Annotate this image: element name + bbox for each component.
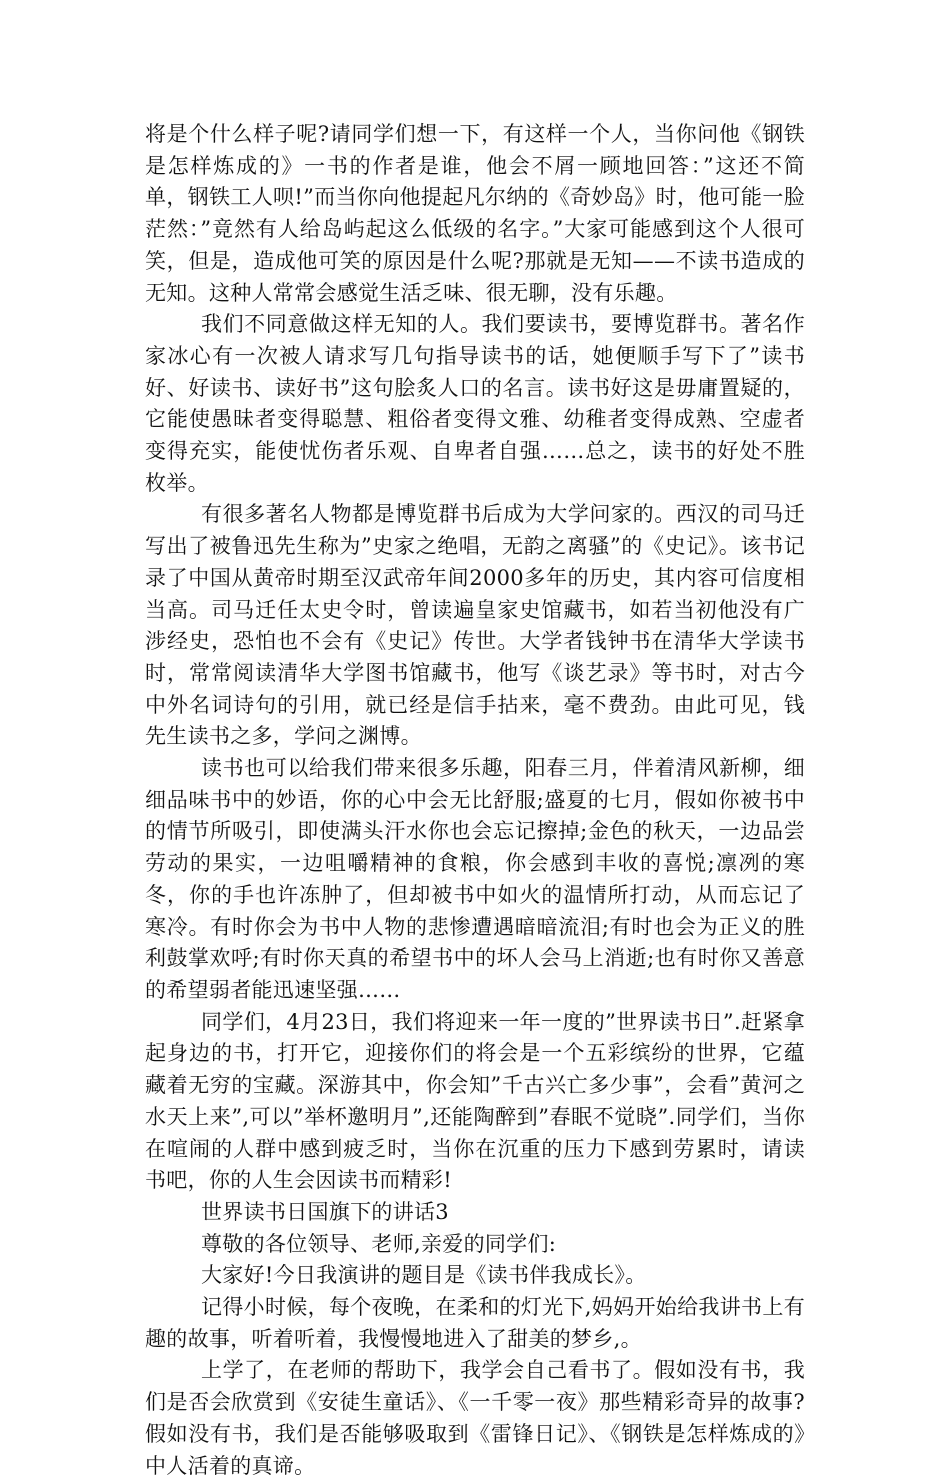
speech-topic: 大家好!今日我演讲的题目是《读书伴我成长》。 (201, 1263, 647, 1288)
paragraph-joy-of-reading: 读书也可以给我们带来很多乐趣，阳春三月，伴着清风新柳，细细品味书中的妙语，你的心中会无比舒服;盛夏的七月，假如你被书中的情节所吸引，即使满头汗水你也会忘记擦掉;金色的秋天，一边品尝劳动的果实，一边咀嚼精神的食粮，你会感到丰收的喜悦;凛冽的寒冬，你的手也许冻肿了，但却被书中如火的温情所打动，从而忘记了寒冷。有时你会为书中人物的悲惨遭遇暗暗流泪;有时也会为正义的胜利鼓掌欢呼;有时你天真的希望书中的坏人会马上消逝;也有时你又善意的希望弱者能迅速坚强…… (145, 756, 805, 1002)
paragraph-world-book-day: 同学们，4月23日，我们将迎来一年一度的”世界读书日”.赶紧拿起身边的书，打开它，迎接你们的将会是一个五彩缤纷的世界，它蕴藏着无穷的宝藏。深游其中，你会知”千古兴亡多少事”，会看”黄河之水天上来”,可以”举杯邀明月”,还能陶醉到”春眠不觉晓”.同学们，当你在喧闹的人群中感到疲乏时，当你在沉重的压力下感到劳累时，请读书吧，你的人生会因读书而精彩! (145, 1009, 805, 1193)
speech-title: 世界读书日国旗下的讲话3 (201, 1199, 449, 1224)
speech-salutation: 尊敬的各位领导、老师,亲爱的同学们: (201, 1231, 557, 1256)
paragraph-childhood: 记得小时候，每个夜晚，在柔和的灯光下,妈妈开始给我讲书上有趣的故事，听着听着，我慢慢地进入了甜美的梦乡,。 (145, 1295, 805, 1351)
paragraph-continued: 将是个什么样子呢?请同学们想一下，有这样一个人，当你问他《钢铁是怎样炼成的》一书的作者是谁，他会不屑一顾地回答：”这还不简单，钢铁工人呗!”而当你向他提起凡尔纳的《奇妙岛》时，他可能一脸茫然：”竟然有人给岛屿起这么低级的名字。”大家可能感到这个人很可笑，但是，造成他可笑的原因是什么呢?那就是无知——不读书造成的无知。这种人常常会感觉生活乏味、很无聊，没有乐趣。 (145, 122, 805, 305)
paragraph-famous-scholars: 有很多著名人物都是博览群书后成为大学问家的。西汉的司马迁写出了被鲁迅先生称为”史家之绝唱，无韵之离骚”的《史记》。该书记录了中国从黄帝时期至汉武帝年间2000多年的历史，其内容可信度相当高。司马迁任太史令时，曾读遍皇家史馆藏书，如若当初他没有广涉经史，恐怕也不会有《史记》传世。大学者钱钟书在清华大学读书时，常常阅读清华大学图书馆藏书，他写《谈艺录》等书时，对古今中外名词诗句的引用，就已经是信手拈来，毫不费劲。由此可见，钱先生读书之多，学问之渊博。 (145, 502, 805, 749)
paragraph-read-widely: 我们不同意做这样无知的人。我们要读书，要博览群书。著名作家冰心有一次被人请求写几句指导读书的话，她便顺手写下了”读书好、好读书、读好书”这句脍炙人口的名言。读书好这是毋庸置疑的，它能使愚昧者变得聪慧、粗俗者变得文雅、幼稚者变得成熟、空虚者变得充实，能使忧伤者乐观、自卑者自强……总之，读书的好处不胜枚举。 (145, 312, 805, 495)
document-page (145, 119, 805, 1482)
paragraph-school-reading: 上学了，在老师的帮助下，我学会自己看书了。假如没有书，我们是否会欣赏到《安徒生童话》、《一千零一夜》那些精彩奇异的故事?假如没有书，我们是否能够吸取到《雷锋日记》、《钢铁是怎样炼成的》中人活着的真谛。 (145, 1358, 805, 1478)
